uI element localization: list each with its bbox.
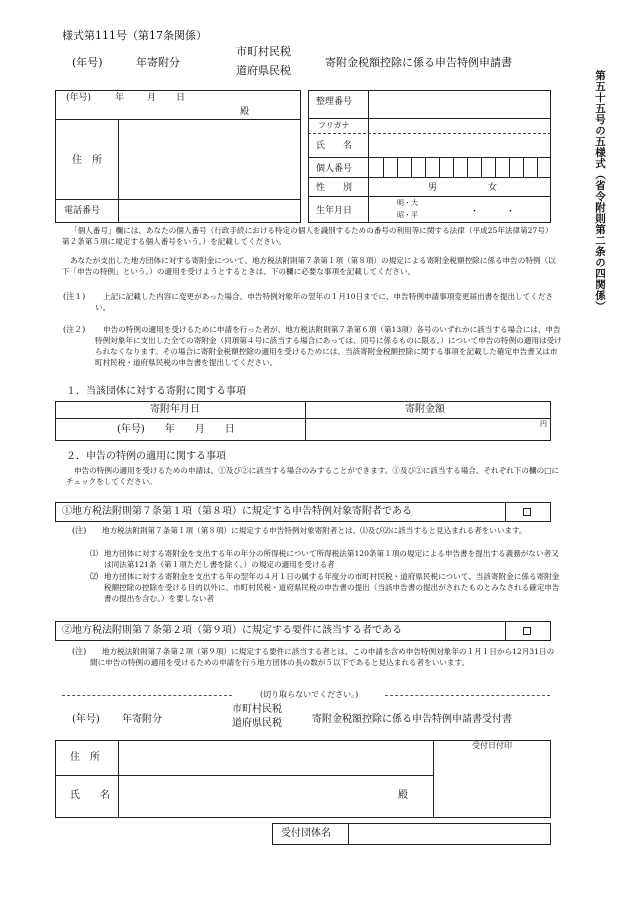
date-month: 月 (147, 93, 157, 103)
item2-text: ②地方税法附則第７条第２項（第９項）に規定する要件に該当する者である (62, 625, 402, 636)
birth-era-2[interactable]: 昭・平 (397, 211, 418, 219)
donation-amount-header: 寄附金額 (405, 404, 445, 415)
caution-1-label: (注１) (63, 292, 86, 301)
form-number: 様式第111号（第17条関係） (62, 29, 207, 42)
gender-female[interactable]: 女 (488, 183, 498, 193)
receipt-municipal-tax: 市町村民税 (232, 704, 282, 715)
address-field[interactable] (122, 124, 297, 194)
ref-number-label: 整理番号 (316, 97, 353, 107)
donation-amount-field[interactable] (307, 420, 537, 440)
side-title: 第五十五号の五様式（省令附則第二条の四関係） (594, 70, 606, 312)
cut-notice: (切り取らないでください。) (260, 690, 359, 699)
item2-note: 地方税法附則第７条第２項（第９項）に規定する要件に該当する者とは、この申請を含め申告特例対象年の１月１日から12月31日の間に申告の特例の適用を受けるための申請を行う地方団体の長の数が５以下であると見込まれる者をいいます。 (90, 647, 555, 667)
name-label: 氏 名 (316, 141, 353, 151)
item1-text: ①地方税法附則第７条第１項（第８項）に規定する申告特例対象寄附者である (62, 506, 412, 517)
cut-line-right (385, 695, 550, 696)
section2-heading: ２．申告の特例の適用に関する事項 (66, 451, 226, 462)
item1-sub1-label: ⑴ (90, 549, 98, 558)
item2-checkbox[interactable] (523, 627, 531, 635)
birth-era-1[interactable]: 明・大 (397, 199, 418, 207)
note-application: あなたが支出した地方団体に対する寄附金について、地方税法附則第７条第１項（第８項）の規定による寄附金税額控除に係る申告の特例（以下「申告の特例」という。）の適用を受けようとするときは、下の欄に必要な事項を記載してください。 (62, 256, 556, 276)
phone-field[interactable] (120, 201, 298, 221)
item1-sub2-label: ⑵ (90, 572, 98, 581)
note-personal-number: 「個人番号」欄には、あなたの個人番号（行政手続における特定の個人を識別するための番号の利用等に関する法律（平成25年法律第27号）第２条第５項に規定する個人番号をいう。）を記載してください。 (62, 226, 553, 246)
item1-sub2: 地方団体に対する寄附金を支出する年の翌年の４月１日の属する年度分の市町村民税・道府県民税について、当該寄附金に係る寄附金税額控除の控除を受ける目的以外に、市町村民税・道府県民税の申告書の提出（当該申告書の提出がされたものとみなされる確定申告書の提出を含む。）を要しない者 (104, 572, 560, 603)
ref-number-field[interactable] (370, 92, 550, 116)
receipt-donation-year: 年寄附分 (122, 714, 162, 725)
name-field[interactable] (370, 134, 550, 156)
gender-male[interactable]: 男 (428, 183, 438, 193)
receipt-title: 寄附金税額控除に係る申告特例申請書受付書 (312, 714, 512, 725)
gender-label: 性 別 (316, 183, 353, 193)
header-year-label: (年号) (72, 56, 103, 69)
item1-note: 地方税法附則第７条第１項（第８項）に規定する申告特例対象寄附者とは、⑴及び⑵に該当すると見込まれる者をいいます。 (102, 526, 527, 535)
header-donation-year: 年寄附分 (136, 56, 180, 69)
furigana-label: フリガナ (318, 121, 350, 130)
header-prefectural-tax: 道府県民税 (236, 64, 291, 77)
receipt-address-label: 住 所 (70, 752, 100, 763)
personal-number-field[interactable] (370, 158, 550, 176)
date-year: 年 (115, 93, 125, 103)
donation-date-value[interactable]: (年号) 年 月 日 (117, 424, 235, 435)
addressee-honorific: 殿 (240, 107, 250, 117)
caution-1: 上記に記載した内容に変更があった場合、申告特例対象年の翌年の１月10日までに、申告特例申請事項変更届出書を提出してください。 (95, 292, 554, 312)
section1-heading: １．当該団体に対する寄附に関する事項 (66, 386, 246, 397)
receipt-org-field[interactable] (350, 825, 548, 843)
caution-2: 申告の特例の適用を受けるために申請を行った者が、地方税法附則第７条第６項（第13項）各号のいずれかに該当する場合には、申告特例対象年に支出した全ての寄附金（同項第４号に該当する場合にあっては、同号に係るものに限る。）について申告の特例の適用は受けられなくなります。その場合に寄附金税額控除の適用を受けるためには、当該寄附金税額控除に関する事項を記載した確定申告書又は市町村民税・道府県民税の申告書を提出してください。 (95, 325, 562, 367)
receipt-address-field[interactable] (120, 742, 430, 773)
receipt-prefectural-tax: 道府県民税 (232, 718, 282, 729)
personal-number-label: 個人番号 (316, 164, 353, 174)
item1-sub1: 地方団体に対する寄附金を支出する年の年分の所得税について所得税法第120条第１項の規定による申告書を提出する義務がない者又は同法第121条（第１項ただし書を除く。）の規定の適用を受ける者 (104, 549, 559, 569)
donation-date-header: 寄附年月日 (150, 404, 200, 415)
date-year-label: (年号) (66, 93, 92, 103)
section2-intro: 申告の特例の適用を受けるための申請は、①及び②に該当する場合のみすることができます。①及び②に該当する場合、それぞれ下の欄の□にチェックをしてください。 (66, 466, 559, 486)
cut-line-left (62, 695, 232, 696)
date-day: 日 (176, 93, 186, 103)
receipt-name-field[interactable] (120, 777, 390, 816)
receipt-name-label: 氏 名 (70, 790, 110, 801)
furigana-field[interactable] (370, 119, 550, 131)
phone-label: 電話番号 (64, 206, 101, 216)
item2-note-label: (注) (72, 647, 87, 656)
header-municipal-tax: 市町村民税 (236, 45, 291, 58)
receipt-stamp-label: 受付日付印 (472, 741, 512, 750)
receipt-org-label: 受付団体名 (281, 828, 331, 839)
yen-unit: 円 (540, 420, 547, 428)
caution-2-label: (注２) (63, 325, 86, 334)
receipt-year-label: (年号) (72, 714, 100, 725)
birth-date-label: 生年月日 (316, 206, 353, 216)
birth-date-dots: ・ ・ (470, 207, 516, 217)
item1-checkbox[interactable] (523, 508, 531, 516)
item1-note-label: (注) (72, 526, 87, 535)
receipt-honorific: 殿 (398, 790, 408, 801)
page-title: 寄附金税額控除に係る申告特例申請書 (325, 56, 512, 69)
address-label: 住 所 (72, 155, 102, 166)
